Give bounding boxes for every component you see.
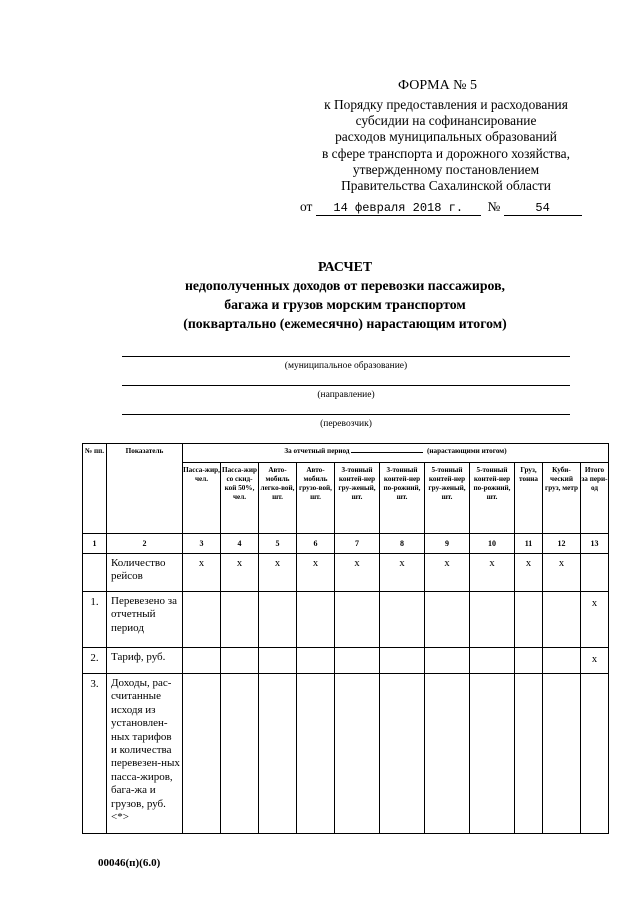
col-number: 11 (515, 534, 543, 554)
header-period-note: (нарастающими итогом) (426, 447, 507, 455)
title-line: (поквартально (ежемесячно) нарастающим итогом) (183, 316, 507, 331)
col-number: 10 (470, 534, 515, 554)
table-cell[interactable] (221, 674, 259, 834)
approval-line: утвержденному постановлением (352, 161, 540, 177)
table-cell[interactable]: x (221, 554, 259, 592)
header-num: № пп. (83, 444, 107, 534)
date-prefix: от (300, 199, 313, 214)
table-cell[interactable] (515, 648, 543, 674)
col-number: 5 (259, 534, 297, 554)
table-cell[interactable] (380, 592, 425, 648)
table-cell[interactable] (470, 674, 515, 834)
col-number: 13 (581, 534, 609, 554)
approval-line: к Порядку предоставления и расходования (324, 97, 568, 112)
col-number: 2 (107, 534, 183, 554)
table-cell[interactable] (581, 674, 609, 834)
table-row (83, 648, 609, 674)
table-cell[interactable]: x (581, 648, 609, 674)
row-label: Доходы, рас-считанные исходя из установлен-ных тарифов и количества перевезен-ных пасса-жиров, бага-жа и грузов, руб. <*> (107, 674, 183, 834)
col-number: 9 (425, 534, 470, 554)
table-cell[interactable] (543, 592, 581, 648)
row-num: 2. (83, 648, 107, 674)
period-blank[interactable] (351, 452, 423, 453)
col-header: Авто-мобиль легко-вой, шт. (259, 463, 297, 534)
table-cell[interactable]: x (380, 554, 425, 592)
row-label: Количество рейсов (107, 554, 183, 592)
table-cell[interactable] (543, 648, 581, 674)
col-number: 4 (221, 534, 259, 554)
table-cell[interactable] (380, 648, 425, 674)
document-title (100, 257, 590, 333)
col-header: Пасса-жир со скид-кой 50%, чел. (221, 463, 259, 534)
table-cell[interactable]: x (581, 592, 609, 648)
col-number: 3 (183, 534, 221, 554)
table-cell[interactable]: x (425, 554, 470, 592)
table-cell[interactable] (425, 648, 470, 674)
col-header: Куби-ческий груз, метр (543, 463, 581, 534)
direction-caption: (направление) (317, 390, 375, 400)
header-period-label: За отчетный период (284, 447, 350, 455)
municipality-caption: (муниципальное образование) (284, 361, 408, 371)
table-cell[interactable] (259, 648, 297, 674)
table-cell[interactable] (183, 592, 221, 648)
table-cell[interactable]: x (335, 554, 380, 592)
approval-line: субсидии на софинансирование (355, 113, 537, 129)
table-cell[interactable] (297, 592, 335, 648)
calculation-table (82, 443, 609, 834)
col-header: Авто-мобиль грузо-вой, шт. (297, 463, 335, 534)
table-cell[interactable] (515, 592, 543, 648)
table-cell[interactable]: x (543, 554, 581, 592)
table-cell[interactable]: x (470, 554, 515, 592)
form-code: 00046(п)(6.0) (98, 857, 161, 869)
col-number: 8 (380, 534, 425, 554)
direction-line[interactable] (122, 385, 570, 386)
table-cell[interactable] (581, 554, 609, 592)
table-cell[interactable] (297, 648, 335, 674)
col-header: 5-тонный контей-нер по-рожний, шт. (470, 463, 515, 534)
row-num: 3. (83, 674, 107, 834)
row-num: 1. (83, 592, 107, 648)
table-row (83, 592, 609, 648)
table-cell[interactable] (183, 674, 221, 834)
table-cell[interactable] (425, 592, 470, 648)
table-cell[interactable]: x (515, 554, 543, 592)
approval-block (296, 97, 596, 194)
table-cell[interactable] (470, 592, 515, 648)
table-row (83, 554, 609, 592)
table-cell[interactable] (183, 648, 221, 674)
approval-line: Правительства Сахалинской области (341, 178, 551, 194)
table-cell[interactable] (335, 592, 380, 648)
row-label: Тариф, руб. (107, 648, 183, 674)
decree-number: 54 (504, 201, 582, 216)
row-label: Перевезено за отчетный период (107, 592, 183, 648)
carrier-caption: (перевозчик) (320, 419, 372, 429)
table-cell[interactable]: x (259, 554, 297, 592)
row-num (83, 554, 107, 592)
decree-date-line (300, 199, 582, 216)
col-header: 3-тонный контей-нер по-рожний, шт. (380, 463, 425, 534)
approval-line: в сфере транспорта и дорожного хозяйства, (322, 145, 570, 161)
number-prefix: № (487, 199, 501, 214)
col-number: 7 (335, 534, 380, 554)
table-cell[interactable] (515, 674, 543, 834)
header-indicator: Показатель (107, 444, 183, 534)
col-number: 1 (83, 534, 107, 554)
col-number: 12 (543, 534, 581, 554)
col-header: Груз, тонна (515, 463, 543, 534)
table-cell[interactable] (259, 674, 297, 834)
table-cell[interactable] (335, 648, 380, 674)
col-header: Пасса-жир, чел. (183, 463, 221, 534)
col-header: 5-тонный контей-нер гру-женый, шт. (425, 463, 470, 534)
title-line: недополученных доходов от перевозки пассажиров, (184, 278, 506, 293)
table-cell[interactable] (335, 674, 380, 834)
col-header: Итого за пери-од (581, 463, 609, 534)
table-cell[interactable] (221, 592, 259, 648)
header-period (183, 444, 609, 463)
title-line: РАСЧЕТ (317, 259, 373, 274)
title-line: багажа и грузов морским транспортом (224, 297, 466, 312)
table-cell[interactable] (470, 648, 515, 674)
table-cell[interactable] (425, 674, 470, 834)
table-cell[interactable] (297, 674, 335, 834)
table-cell[interactable] (259, 592, 297, 648)
municipality-line[interactable] (122, 356, 570, 357)
carrier-line[interactable] (122, 414, 570, 415)
approval-line: расходов муниципальных образований (335, 129, 557, 145)
col-number: 6 (297, 534, 335, 554)
form-title: ФОРМА № 5 (398, 78, 478, 93)
col-header: 3-тонный контей-нер гру-женый, шт. (335, 463, 380, 534)
table-cell[interactable] (543, 674, 581, 834)
table-cell[interactable] (221, 648, 259, 674)
table-cell[interactable] (380, 674, 425, 834)
table-cell[interactable]: x (183, 554, 221, 592)
table-cell[interactable]: x (297, 554, 335, 592)
table-row (83, 674, 609, 834)
decree-date: 14 февраля 2018 г. (316, 201, 481, 216)
